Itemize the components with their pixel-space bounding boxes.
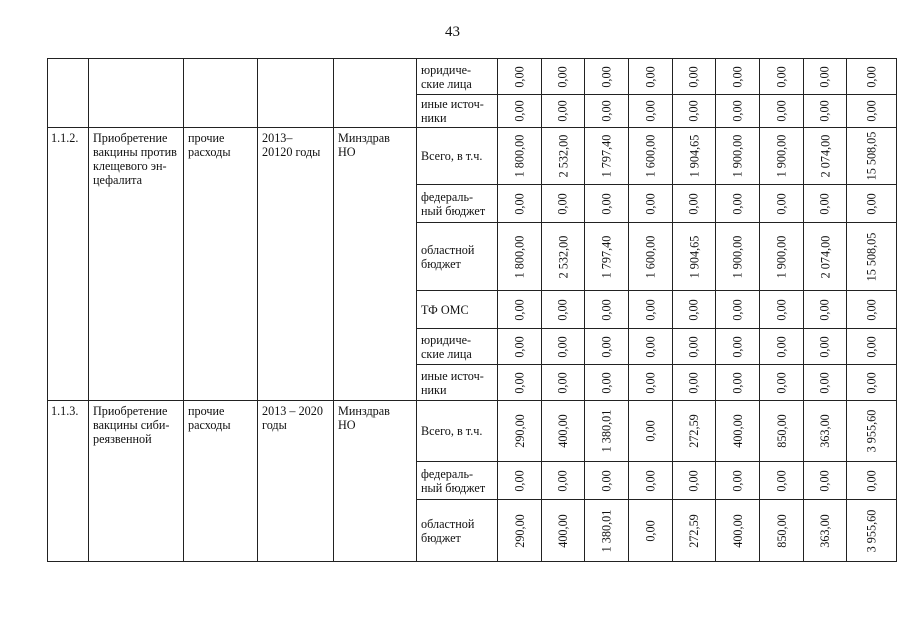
value-text: 400,00	[555, 414, 570, 448]
value-cell	[759, 365, 803, 401]
value-cell	[716, 95, 760, 128]
value-cell	[541, 291, 585, 329]
value-cell	[759, 128, 803, 185]
value-text: 0,00	[817, 100, 832, 122]
value-text: 0,00	[643, 100, 658, 122]
funding-source-cell: Всего, в т.ч.	[417, 401, 498, 462]
value-text: 0,00	[599, 192, 614, 215]
item-number-cell: 1.1.2.	[48, 128, 89, 401]
value-cell	[716, 462, 760, 500]
value-cell	[498, 185, 542, 223]
value-text: 0,00	[864, 192, 879, 215]
value-cell	[716, 365, 760, 401]
value-text: 1 600,00	[643, 235, 658, 278]
value-cell	[498, 329, 542, 365]
value-text: 0,00	[817, 469, 832, 492]
value-cell	[585, 500, 629, 562]
value-text: 1 600,00	[643, 134, 658, 178]
expense-type-cell: прочие расходы	[184, 128, 258, 401]
value-text: 0,00	[686, 192, 701, 215]
value-cell	[585, 365, 629, 401]
value-cell	[803, 128, 847, 185]
value-cell	[541, 59, 585, 95]
organization-cell	[334, 59, 417, 128]
value-text: 0,00	[599, 371, 614, 394]
value-cell	[672, 329, 716, 365]
value-cell	[541, 128, 585, 185]
value-cell	[716, 185, 760, 223]
value-cell	[847, 500, 897, 562]
value-cell	[628, 462, 672, 500]
value-cell	[672, 185, 716, 223]
value-text: 1 380,01	[599, 509, 614, 552]
value-cell	[585, 329, 629, 365]
value-text: 0,00	[864, 469, 879, 492]
value-cell	[541, 185, 585, 223]
value-cell	[672, 128, 716, 185]
value-text: 0,00	[817, 335, 832, 358]
value-text: 363,00	[817, 513, 832, 548]
funding-source-cell: федераль- ный бюджет	[417, 185, 498, 223]
value-text: 400,00	[730, 414, 745, 448]
value-text: 0,00	[817, 192, 832, 215]
value-cell	[716, 223, 760, 291]
page-number: 43	[445, 24, 460, 40]
value-cell	[585, 128, 629, 185]
value-cell	[628, 500, 672, 562]
value-text: 0,00	[643, 519, 658, 542]
value-cell	[585, 59, 629, 95]
value-text: 0,00	[774, 469, 789, 492]
value-text: 0,00	[555, 371, 570, 394]
value-text: 0,00	[555, 298, 570, 321]
years-cell: 2013 – 2020 годы	[258, 401, 334, 562]
organization-cell: Минздрав НО	[334, 128, 417, 401]
value-cell	[847, 95, 897, 128]
value-text: 0,00	[555, 100, 570, 122]
value-text: 0,00	[599, 65, 614, 88]
value-cell	[803, 500, 847, 562]
value-cell	[716, 291, 760, 329]
value-text: 850,00	[774, 414, 789, 448]
table-row	[48, 401, 897, 462]
value-cell	[759, 329, 803, 365]
value-cell	[672, 365, 716, 401]
value-cell	[498, 462, 542, 500]
value-text: 0,00	[599, 298, 614, 321]
value-text: 3 955,60	[864, 509, 879, 552]
value-text: 0,00	[643, 65, 658, 88]
value-cell	[628, 185, 672, 223]
value-cell	[759, 401, 803, 462]
value-text: 0,00	[730, 335, 745, 358]
funding-source-cell: областной бюджет	[417, 500, 498, 562]
item-name-cell: Приобретение вакцины против клещевого эн- цефалита	[89, 128, 184, 401]
value-cell	[541, 500, 585, 562]
value-cell	[847, 329, 897, 365]
value-text: 0,00	[774, 100, 789, 122]
item-name-cell: Приобретение вакцины сиби- реязвенной	[89, 401, 184, 562]
value-cell	[628, 401, 672, 462]
value-cell	[803, 95, 847, 128]
value-cell	[716, 128, 760, 185]
value-cell	[716, 59, 760, 95]
value-text: 0,00	[512, 192, 527, 215]
value-text: 400,00	[555, 513, 570, 548]
value-text: 0,00	[512, 371, 527, 394]
value-cell	[628, 223, 672, 291]
value-cell	[847, 223, 897, 291]
value-cell	[759, 95, 803, 128]
value-cell	[628, 329, 672, 365]
value-text: 290,00	[512, 513, 527, 548]
value-text: 0,00	[730, 192, 745, 215]
value-cell	[847, 462, 897, 500]
value-text: 1 904,65	[686, 235, 701, 278]
value-cell	[628, 365, 672, 401]
value-text: 0,00	[599, 469, 614, 492]
value-text: 0,00	[686, 335, 701, 358]
value-cell	[847, 365, 897, 401]
value-text: 0,00	[730, 100, 745, 122]
value-cell	[716, 329, 760, 365]
value-text: 0,00	[864, 371, 879, 394]
value-cell	[803, 462, 847, 500]
item-number-cell: 1.1.3.	[48, 401, 89, 562]
value-cell	[716, 401, 760, 462]
value-text: 0,00	[817, 371, 832, 394]
value-text: 0,00	[774, 335, 789, 358]
value-text: 363,00	[817, 414, 832, 448]
years-cell: 2013– 20120 годы	[258, 128, 334, 401]
item-number-cell	[48, 59, 89, 128]
value-cell	[585, 291, 629, 329]
value-cell	[847, 128, 897, 185]
value-text: 1 900,00	[730, 235, 745, 278]
value-text: 0,00	[774, 298, 789, 321]
value-cell	[541, 462, 585, 500]
value-cell	[585, 462, 629, 500]
value-cell	[585, 185, 629, 223]
funding-source-cell: иные источ- ники	[417, 365, 498, 401]
value-cell	[541, 95, 585, 128]
value-text: 2 074,00	[817, 235, 832, 278]
value-cell	[847, 401, 897, 462]
value-cell	[803, 291, 847, 329]
value-text: 0,00	[555, 192, 570, 215]
value-text: 0,00	[599, 335, 614, 358]
value-cell	[759, 185, 803, 223]
value-text: 0,00	[512, 100, 527, 122]
expense-type-cell	[184, 59, 258, 128]
value-text: 272,59	[686, 513, 701, 548]
value-text: 0,00	[864, 298, 879, 321]
value-cell	[759, 500, 803, 562]
value-text: 0,00	[730, 469, 745, 492]
value-text: 0,00	[643, 469, 658, 492]
table-row	[48, 59, 897, 95]
value-text: 0,00	[686, 298, 701, 321]
value-cell	[498, 223, 542, 291]
value-text: 0,00	[864, 65, 879, 88]
value-text: 1 380,01	[599, 409, 614, 453]
funding-source-cell: ТФ ОМС	[417, 291, 498, 329]
value-text: 0,00	[774, 371, 789, 394]
value-cell	[541, 223, 585, 291]
value-text: 0,00	[686, 65, 701, 88]
organization-cell: Минздрав НО	[334, 401, 417, 562]
value-text: 1 900,00	[730, 134, 745, 178]
value-text: 0,00	[555, 65, 570, 88]
value-cell	[498, 401, 542, 462]
value-text: 850,00	[774, 513, 789, 548]
value-text: 0,00	[555, 469, 570, 492]
value-text: 0,00	[686, 100, 701, 122]
funding-source-cell: иные источ- ники	[417, 95, 498, 128]
funding-source-cell: юридиче- ские лица	[417, 59, 498, 95]
value-text: 0,00	[599, 100, 614, 122]
table-body	[48, 59, 897, 562]
item-name-cell	[89, 59, 184, 128]
value-cell	[672, 223, 716, 291]
value-text: 1 900,00	[774, 134, 789, 178]
value-cell	[803, 59, 847, 95]
value-text: 2 532,00	[555, 134, 570, 178]
value-cell	[585, 95, 629, 128]
value-cell	[672, 401, 716, 462]
value-cell	[759, 462, 803, 500]
value-text: 272,59	[686, 414, 701, 448]
funding-source-cell: Всего, в т.ч.	[417, 128, 498, 185]
value-cell	[498, 128, 542, 185]
value-text: 0,00	[730, 65, 745, 88]
value-text: 400,00	[730, 513, 745, 548]
value-text: 0,00	[643, 371, 658, 394]
value-text: 3 955,60	[864, 409, 879, 453]
value-cell	[803, 329, 847, 365]
value-cell	[847, 291, 897, 329]
value-text: 0,00	[643, 298, 658, 321]
value-cell	[759, 291, 803, 329]
value-text: 0,00	[643, 420, 658, 442]
value-text: 15 508,05	[864, 232, 879, 281]
value-text: 0,00	[730, 298, 745, 321]
funding-source-cell: областной бюджет	[417, 223, 498, 291]
value-text: 290,00	[512, 414, 527, 448]
value-cell	[672, 291, 716, 329]
funding-source-cell: юридиче- ские лица	[417, 329, 498, 365]
value-text: 0,00	[817, 65, 832, 88]
value-text: 0,00	[686, 469, 701, 492]
value-cell	[803, 365, 847, 401]
value-cell	[672, 462, 716, 500]
value-cell	[759, 59, 803, 95]
value-text: 0,00	[555, 335, 570, 358]
table-row	[48, 128, 897, 185]
value-text: 1 800,00	[512, 235, 527, 278]
value-text: 1 904,65	[686, 134, 701, 178]
value-cell	[498, 59, 542, 95]
value-cell	[628, 59, 672, 95]
value-cell	[628, 291, 672, 329]
value-text: 0,00	[864, 100, 879, 122]
value-text: 1 800,00	[512, 134, 527, 178]
value-text: 0,00	[774, 192, 789, 215]
value-cell	[847, 59, 897, 95]
value-text: 0,00	[730, 371, 745, 394]
value-cell	[541, 365, 585, 401]
value-cell	[672, 59, 716, 95]
value-cell	[672, 500, 716, 562]
value-text: 0,00	[864, 335, 879, 358]
value-cell	[498, 95, 542, 128]
value-text: 1 900,00	[774, 235, 789, 278]
value-cell	[847, 185, 897, 223]
value-cell	[498, 365, 542, 401]
value-text: 2 532,00	[555, 235, 570, 278]
value-text: 0,00	[643, 335, 658, 358]
value-cell	[803, 185, 847, 223]
value-cell	[541, 401, 585, 462]
value-text: 0,00	[817, 298, 832, 321]
expense-type-cell: прочие расходы	[184, 401, 258, 562]
value-cell	[628, 95, 672, 128]
value-cell	[498, 291, 542, 329]
value-cell	[803, 401, 847, 462]
value-text: 0,00	[512, 65, 527, 88]
value-text: 15 508,05	[864, 131, 879, 181]
budget-table	[47, 58, 897, 562]
value-cell	[628, 128, 672, 185]
value-cell	[541, 329, 585, 365]
value-cell	[585, 223, 629, 291]
years-cell	[258, 59, 334, 128]
value-cell	[585, 401, 629, 462]
value-text: 0,00	[512, 469, 527, 492]
value-cell	[759, 223, 803, 291]
value-text: 0,00	[774, 65, 789, 88]
value-text: 1 797,40	[599, 134, 614, 178]
value-text: 2 074,00	[817, 134, 832, 178]
value-text: 0,00	[643, 192, 658, 215]
value-text: 0,00	[512, 298, 527, 321]
funding-source-cell: федераль- ный бюджет	[417, 462, 498, 500]
value-text: 1 797,40	[599, 235, 614, 278]
value-cell	[716, 500, 760, 562]
value-text: 0,00	[686, 371, 701, 394]
value-text: 0,00	[512, 335, 527, 358]
value-cell	[498, 500, 542, 562]
value-cell	[803, 223, 847, 291]
value-cell	[672, 95, 716, 128]
